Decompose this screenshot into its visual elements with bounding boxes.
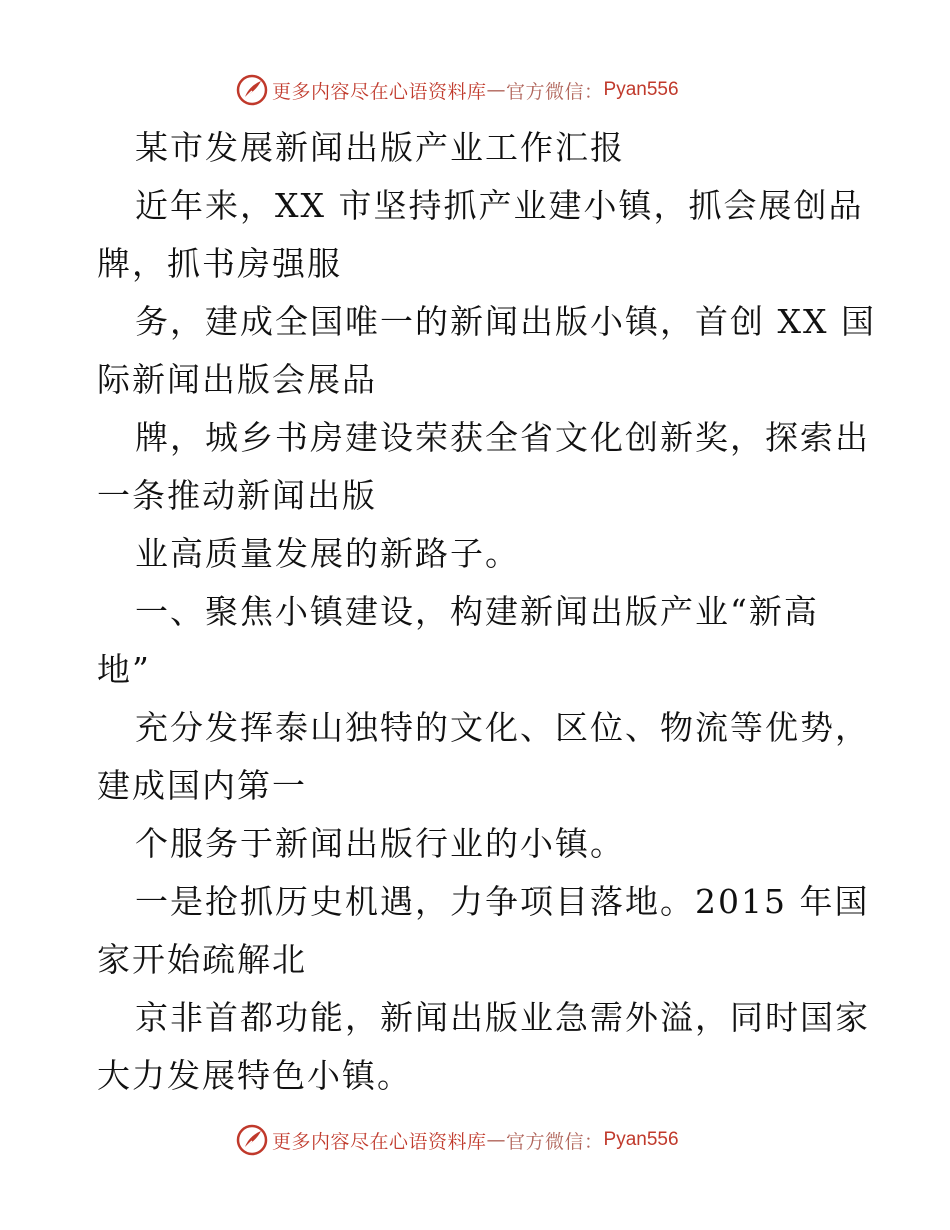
watermark-wechat-id: Pyan556 [603, 79, 679, 100]
paragraph-line: 建成国内第一 [97, 766, 307, 805]
section-heading: 一、聚焦小镇建设，构建新闻出版产业“新高 [135, 592, 819, 631]
watermark-banner-bottom [236, 1123, 679, 1157]
watermark-brand-text: 更多内容尽在心语资料库 [272, 80, 487, 103]
paragraph-line: 京非首都功能，新闻出版业急需外溢，同时国家 [135, 998, 870, 1037]
watermark-brand-text: 更多内容尽在心语资料库 [272, 1130, 487, 1153]
paragraph-line: 家开始疏解北 [97, 940, 307, 979]
paragraph-line: 充分发挥泰山独特的文化、区位、物流等优势， [135, 708, 870, 747]
paragraph-line: 务，建成全国唯一的新闻出版小镇，首创 XX 国 [135, 302, 876, 341]
paragraph-line: 近年来，XX 市坚持抓产业建小镇，抓会展创品 [135, 186, 864, 225]
watermark-banner-top [236, 73, 679, 107]
paragraph-line: 一是抢抓历史机遇，力争项目落地。2015 年国 [135, 882, 870, 921]
paragraph-line: 牌，城乡书房建设荣获全省文化创新奖，探索出 [135, 418, 870, 457]
quill-seal-icon [236, 1124, 268, 1156]
paragraph-line: 一条推动新闻出版 [97, 476, 377, 515]
watermark-wechat-label: 官方微信： [506, 1130, 604, 1153]
paragraph-line: 牌，抓书房强服 [97, 244, 342, 283]
section-heading-continuation: 地” [97, 650, 151, 689]
paragraph-line: 际新闻出版会展品 [97, 360, 377, 399]
quill-seal-icon [236, 74, 268, 106]
watermark-separator: — [486, 1129, 507, 1151]
watermark-wechat-id: Pyan556 [603, 1129, 679, 1150]
watermark-separator: — [486, 79, 507, 101]
watermark-wechat-label: 官方微信： [506, 80, 604, 103]
paragraph-line: 大力发展特色小镇。 [97, 1056, 412, 1095]
document-title: 某市发展新闻出版产业工作汇报 [135, 128, 625, 167]
paragraph-line: 业高质量发展的新路子。 [135, 534, 520, 573]
paragraph-line: 个服务于新闻出版行业的小镇。 [135, 824, 625, 863]
